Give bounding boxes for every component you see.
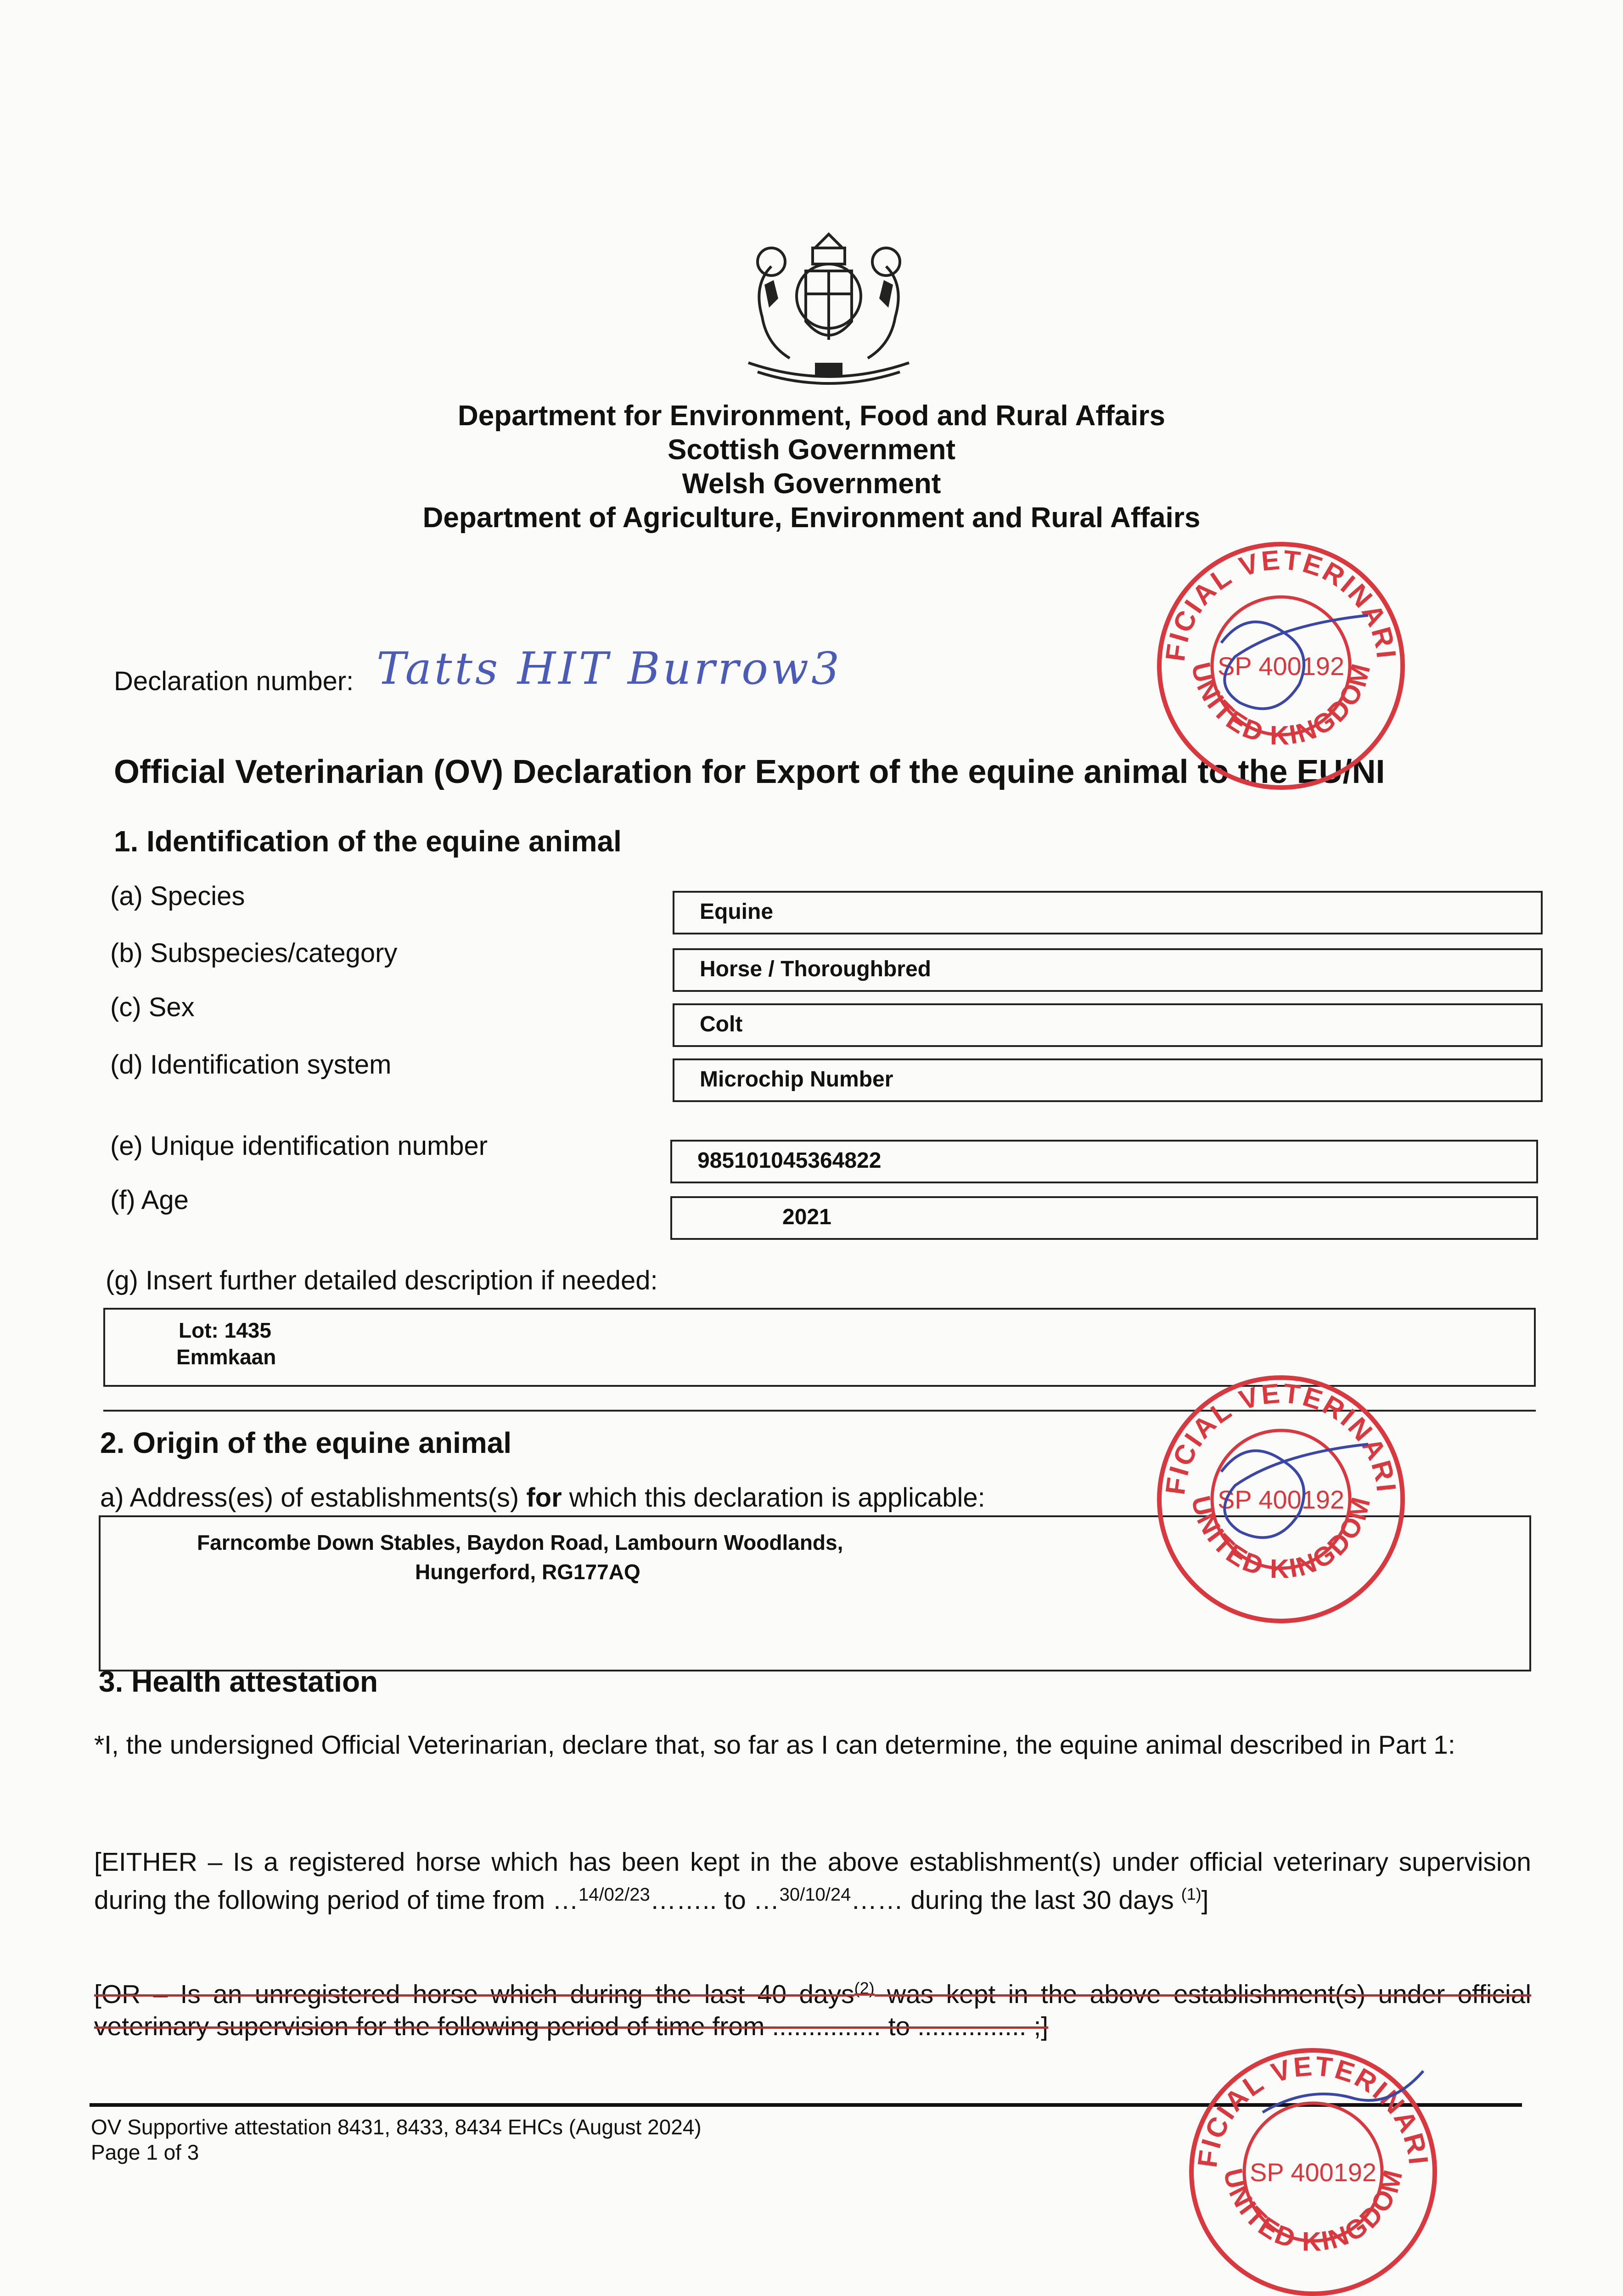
address-line-1: Farncombe Down Stables, Baydon Road, Lambourn Woodlands, [197,1531,843,1554]
section-1-heading: 1. Identification of the equine animal [114,825,622,858]
sex-value: Colt [700,1012,743,1036]
date-from-value: 14/02/23 [578,1885,650,1905]
species-label: (a) Species [110,881,245,911]
svg-text:SP 400192: SP 400192 [1217,1485,1345,1514]
footer-attestation-reference: OV Supportive attestation 8431, 8433, 8434 EHCs (August 2024) [91,2115,702,2139]
department-welsh-government: Welsh Government [682,468,941,500]
section-3-heading: 3. Health attestation [99,1665,378,1698]
royal-crest-emblem [721,225,937,400]
health-attestation-intro: *I, the undersigned Official Veterinarian, declare that, so far as I can determine, the equine animal described in Part 1: [94,1730,1455,1760]
species-value: Equine [700,900,774,924]
footer-page-number: Page 1 of 3 [91,2140,199,2164]
department-defra: Department for Environment, Food and Rural Affairs [458,400,1165,432]
official-veterinarian-stamp-1 [1152,537,1410,794]
svg-text:OFFICIAL VETERINARIAN: FICIAL VETERINARI [1159,544,1402,663]
unique-id-label: (e) Unique identification number [110,1131,488,1161]
identification-system-value: Microchip Number [700,1067,893,1092]
sex-label: (c) Sex [110,992,195,1022]
unique-id-value: 985101045364822 [697,1148,882,1173]
further-description-line-2: Emmkaan [176,1345,276,1369]
address-label: a) Address(es) of establishments(s) for which this declaration is applicable: [100,1483,985,1513]
further-description-line-1: Lot: 1435 [179,1318,271,1342]
svg-text:OFFICIAL VETERINARIAN: FICIAL VETERINARI [1191,2050,1434,2169]
svg-text:UNITED KINGDOM: UNITED KINGDOM [1185,1492,1377,1584]
official-veterinarian-stamp-3 [1185,2043,1442,2296]
svg-text:SP 400192: SP 400192 [1217,652,1345,681]
or-clause-struck-through: [OR – Is an unregistered horse which during the last 40 days$^{(2)}$ was kept in the above establishment(s) under official veterinary supervision for the following period of time from ............... to ............... ;] [94,1979,1531,2041]
subspecies-label: (b) Subspecies/category [110,938,398,968]
svg-text:OFFICIAL VETERINARIAN: FICIAL VETERINARI [1159,1378,1402,1497]
department-scottish-government: Scottish Government [668,434,955,466]
date-to-value: 30/10/24 [779,1885,851,1905]
svg-text:UNITED KINGDOM: UNITED KINGDOM [1185,659,1377,751]
address-line-2: Hungerford, RG177AQ [415,1560,640,1584]
sex-field [673,1003,1543,1047]
department-daera: Department of Agriculture, Environment and Rural Affairs [422,502,1201,534]
identification-system-field [673,1058,1543,1102]
either-clause: [EITHER – Is a registered horse which has been kept in the above establishment(s) under official veterinary supervision during the following period of time from …$^{14/02/23}$…….. to …$^{30/10/24}$…… during the last 30 days $^{(1)}$] [94,1847,1531,1915]
document-title: Official Veterinarian (OV) Declaration for Export of the equine animal to the EU/NI [114,754,1385,790]
svg-text:SP 400192: SP 400192 [1249,2158,1377,2187]
declaration-number-label: Declaration number: [114,666,354,696]
unique-id-field [670,1140,1538,1183]
declaration-number-handwritten: Tatts HIT Burrow3 [376,643,842,694]
identification-system-label: (d) Identification system [110,1050,392,1080]
svg-text:UNITED KINGDOM: UNITED KINGDOM [1218,2165,1409,2257]
age-field [670,1196,1538,1240]
age-label: (f) Age [110,1185,189,1215]
species-field [673,891,1543,934]
official-veterinarian-stamp-2 [1152,1371,1410,1628]
subspecies-field [673,948,1543,992]
age-value: 2021 [782,1205,831,1229]
further-description-label: (g) Insert further detailed description if needed: [106,1266,658,1295]
section-2-heading: 2. Origin of the equine animal [100,1426,512,1459]
subspecies-value: Horse / Thoroughbred [700,957,931,981]
